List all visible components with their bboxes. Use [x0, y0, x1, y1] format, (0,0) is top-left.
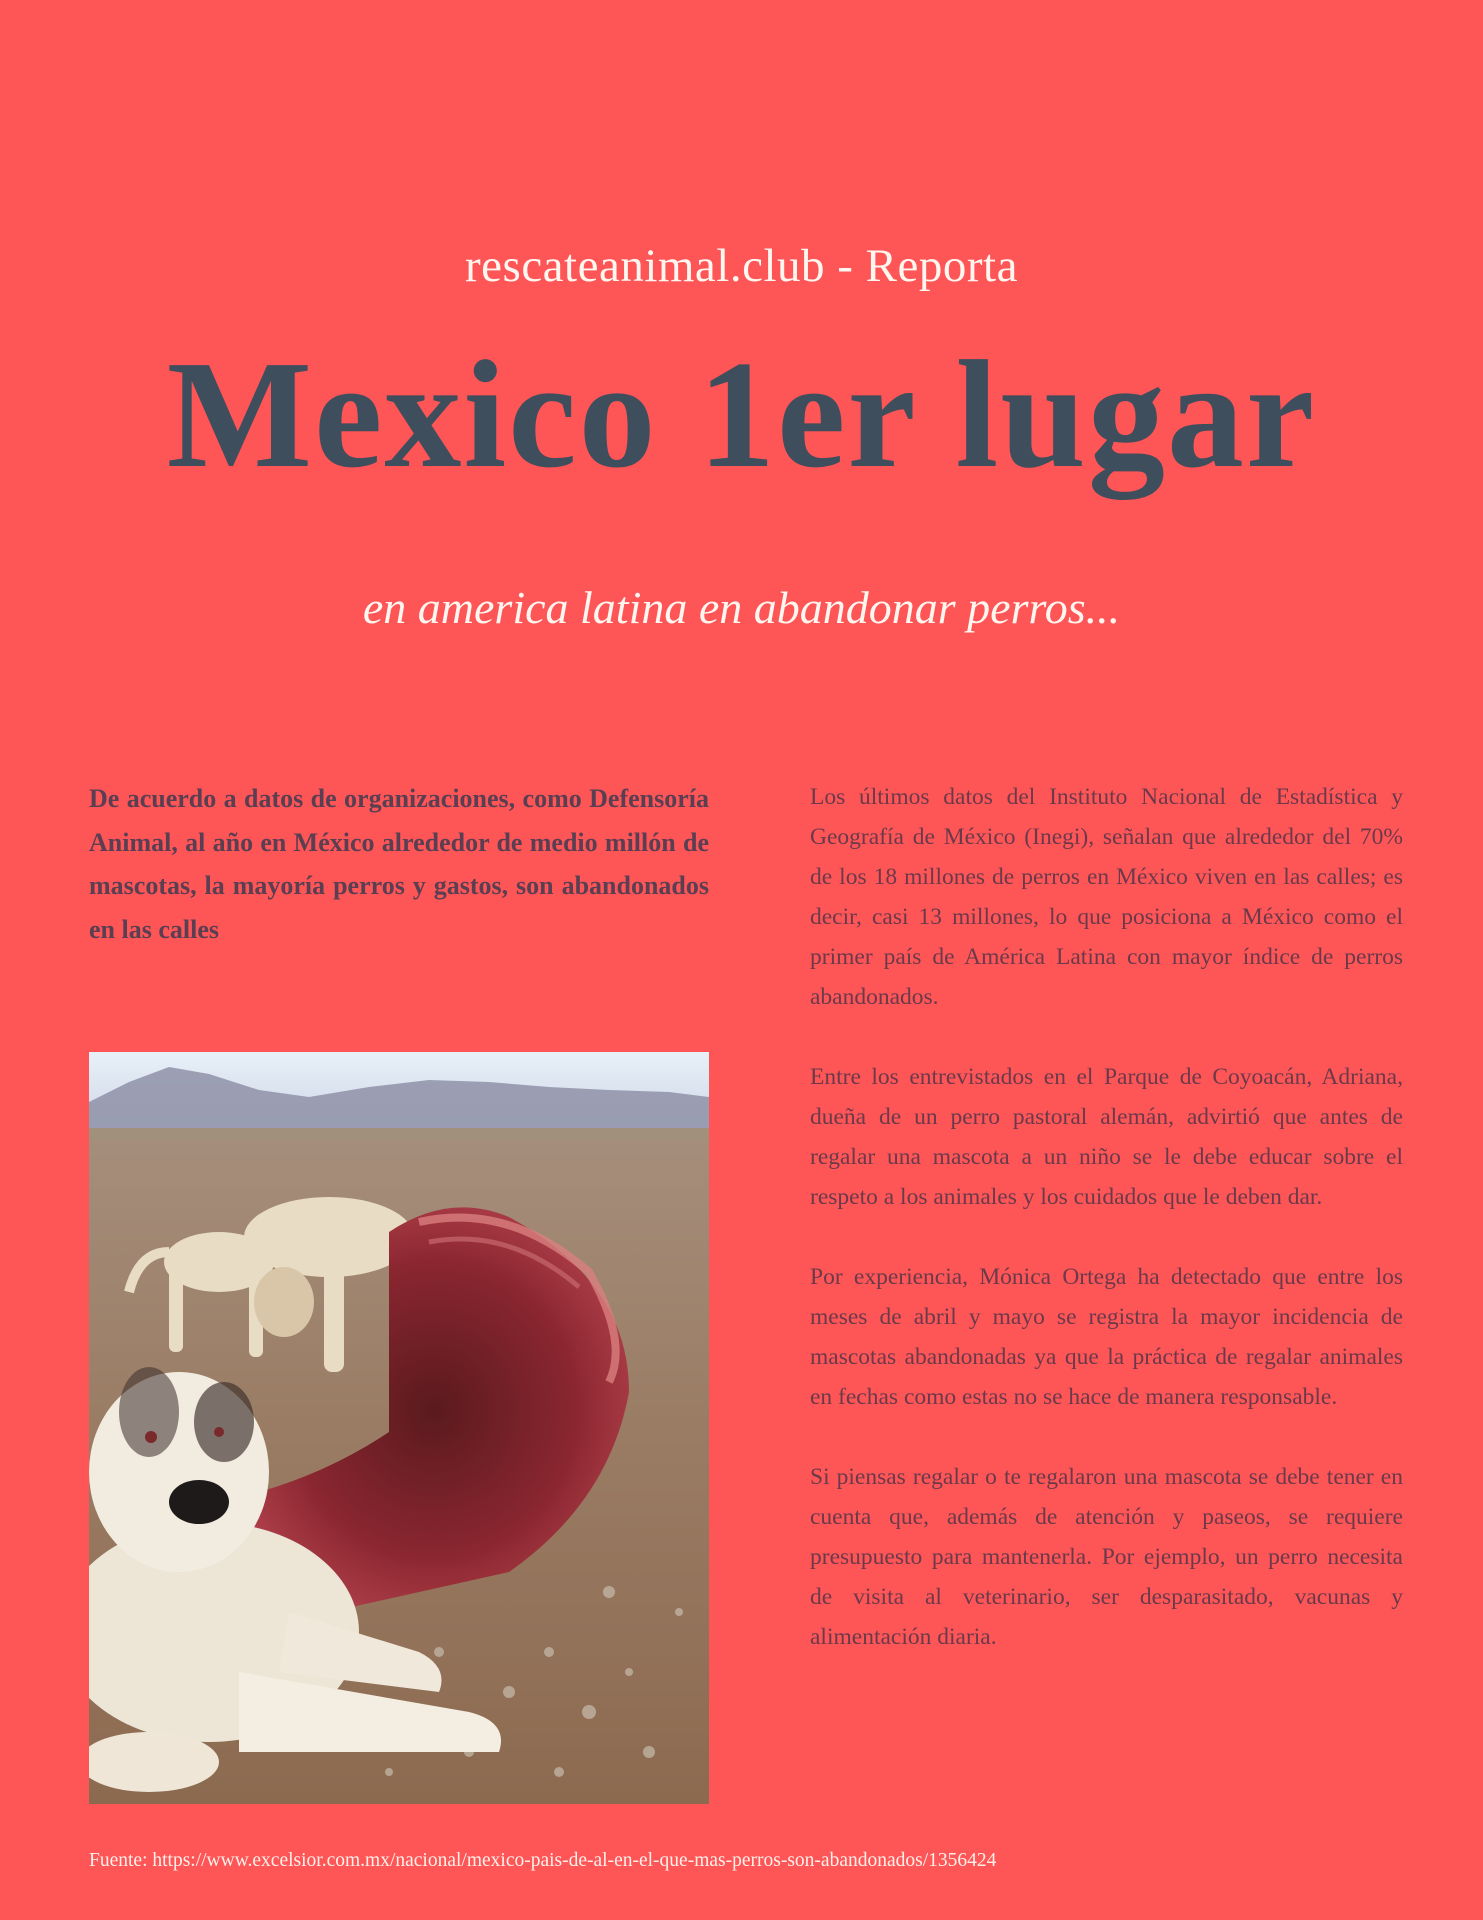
dogs-carcass-photo: [89, 1052, 709, 1804]
lead-paragraph: De acuerdo a datos de organizaciones, como Defensoría Animal, al año en México alrededor de medio millón de mascotas, la mayoría perros y gastos, son abandonados en las calles: [89, 784, 709, 944]
article-paragraph: Los últimos datos del Instituto Nacional de Estadística y Geografía de México (Inegi), señalan que alrededor del 70% de los 18 millones de perros en México viven en las calles; es decir, casi 13 millones, lo que posiciona a México como el primer país de América Latina con mayor índice de perros abandonados.: [810, 784, 1403, 1010]
page-subheadline: en america latina en abandonar perros...: [362, 582, 1121, 633]
article-paragraph: Entre los entrevistados en el Parque de Coyoacán, Adriana, dueña de un perro pastoral alemán, advirtió que antes de regalar una mascota a un niño se le debe educar sobre el respeto a los animales y los cuidados que le deben dar.: [810, 1064, 1403, 1210]
article-paragraph: Por experiencia, Mónica Ortega ha detectado que entre los meses de abril y mayo se registra la mayor incidencia de mascotas abandonadas ya que la práctica de regalar animales en fechas como estas no se hace de manera responsable.: [810, 1264, 1403, 1410]
page-headline: Mexico 1er lugar: [166, 330, 1317, 500]
article-paragraph: Si piensas regalar o te regalaron una mascota se debe tener en cuenta que, además de atención y paseos, se requiere presupuesto para mantenerla. Por ejemplo, un perro necesita de visita al veterinario, ser desparasitado, vacunas y alimentación diaria.: [810, 1464, 1403, 1650]
article-body: [810, 777, 1403, 1697]
kicker-title: rescateanimal.club - Reporta: [465, 240, 1018, 292]
photo-illustration: [89, 1052, 709, 1804]
source-citation: Fuente: https://www.excelsior.com.mx/nacional/mexico-pais-de-al-en-el-que-mas-perros-son-abandonados/1356424: [89, 1850, 997, 1871]
